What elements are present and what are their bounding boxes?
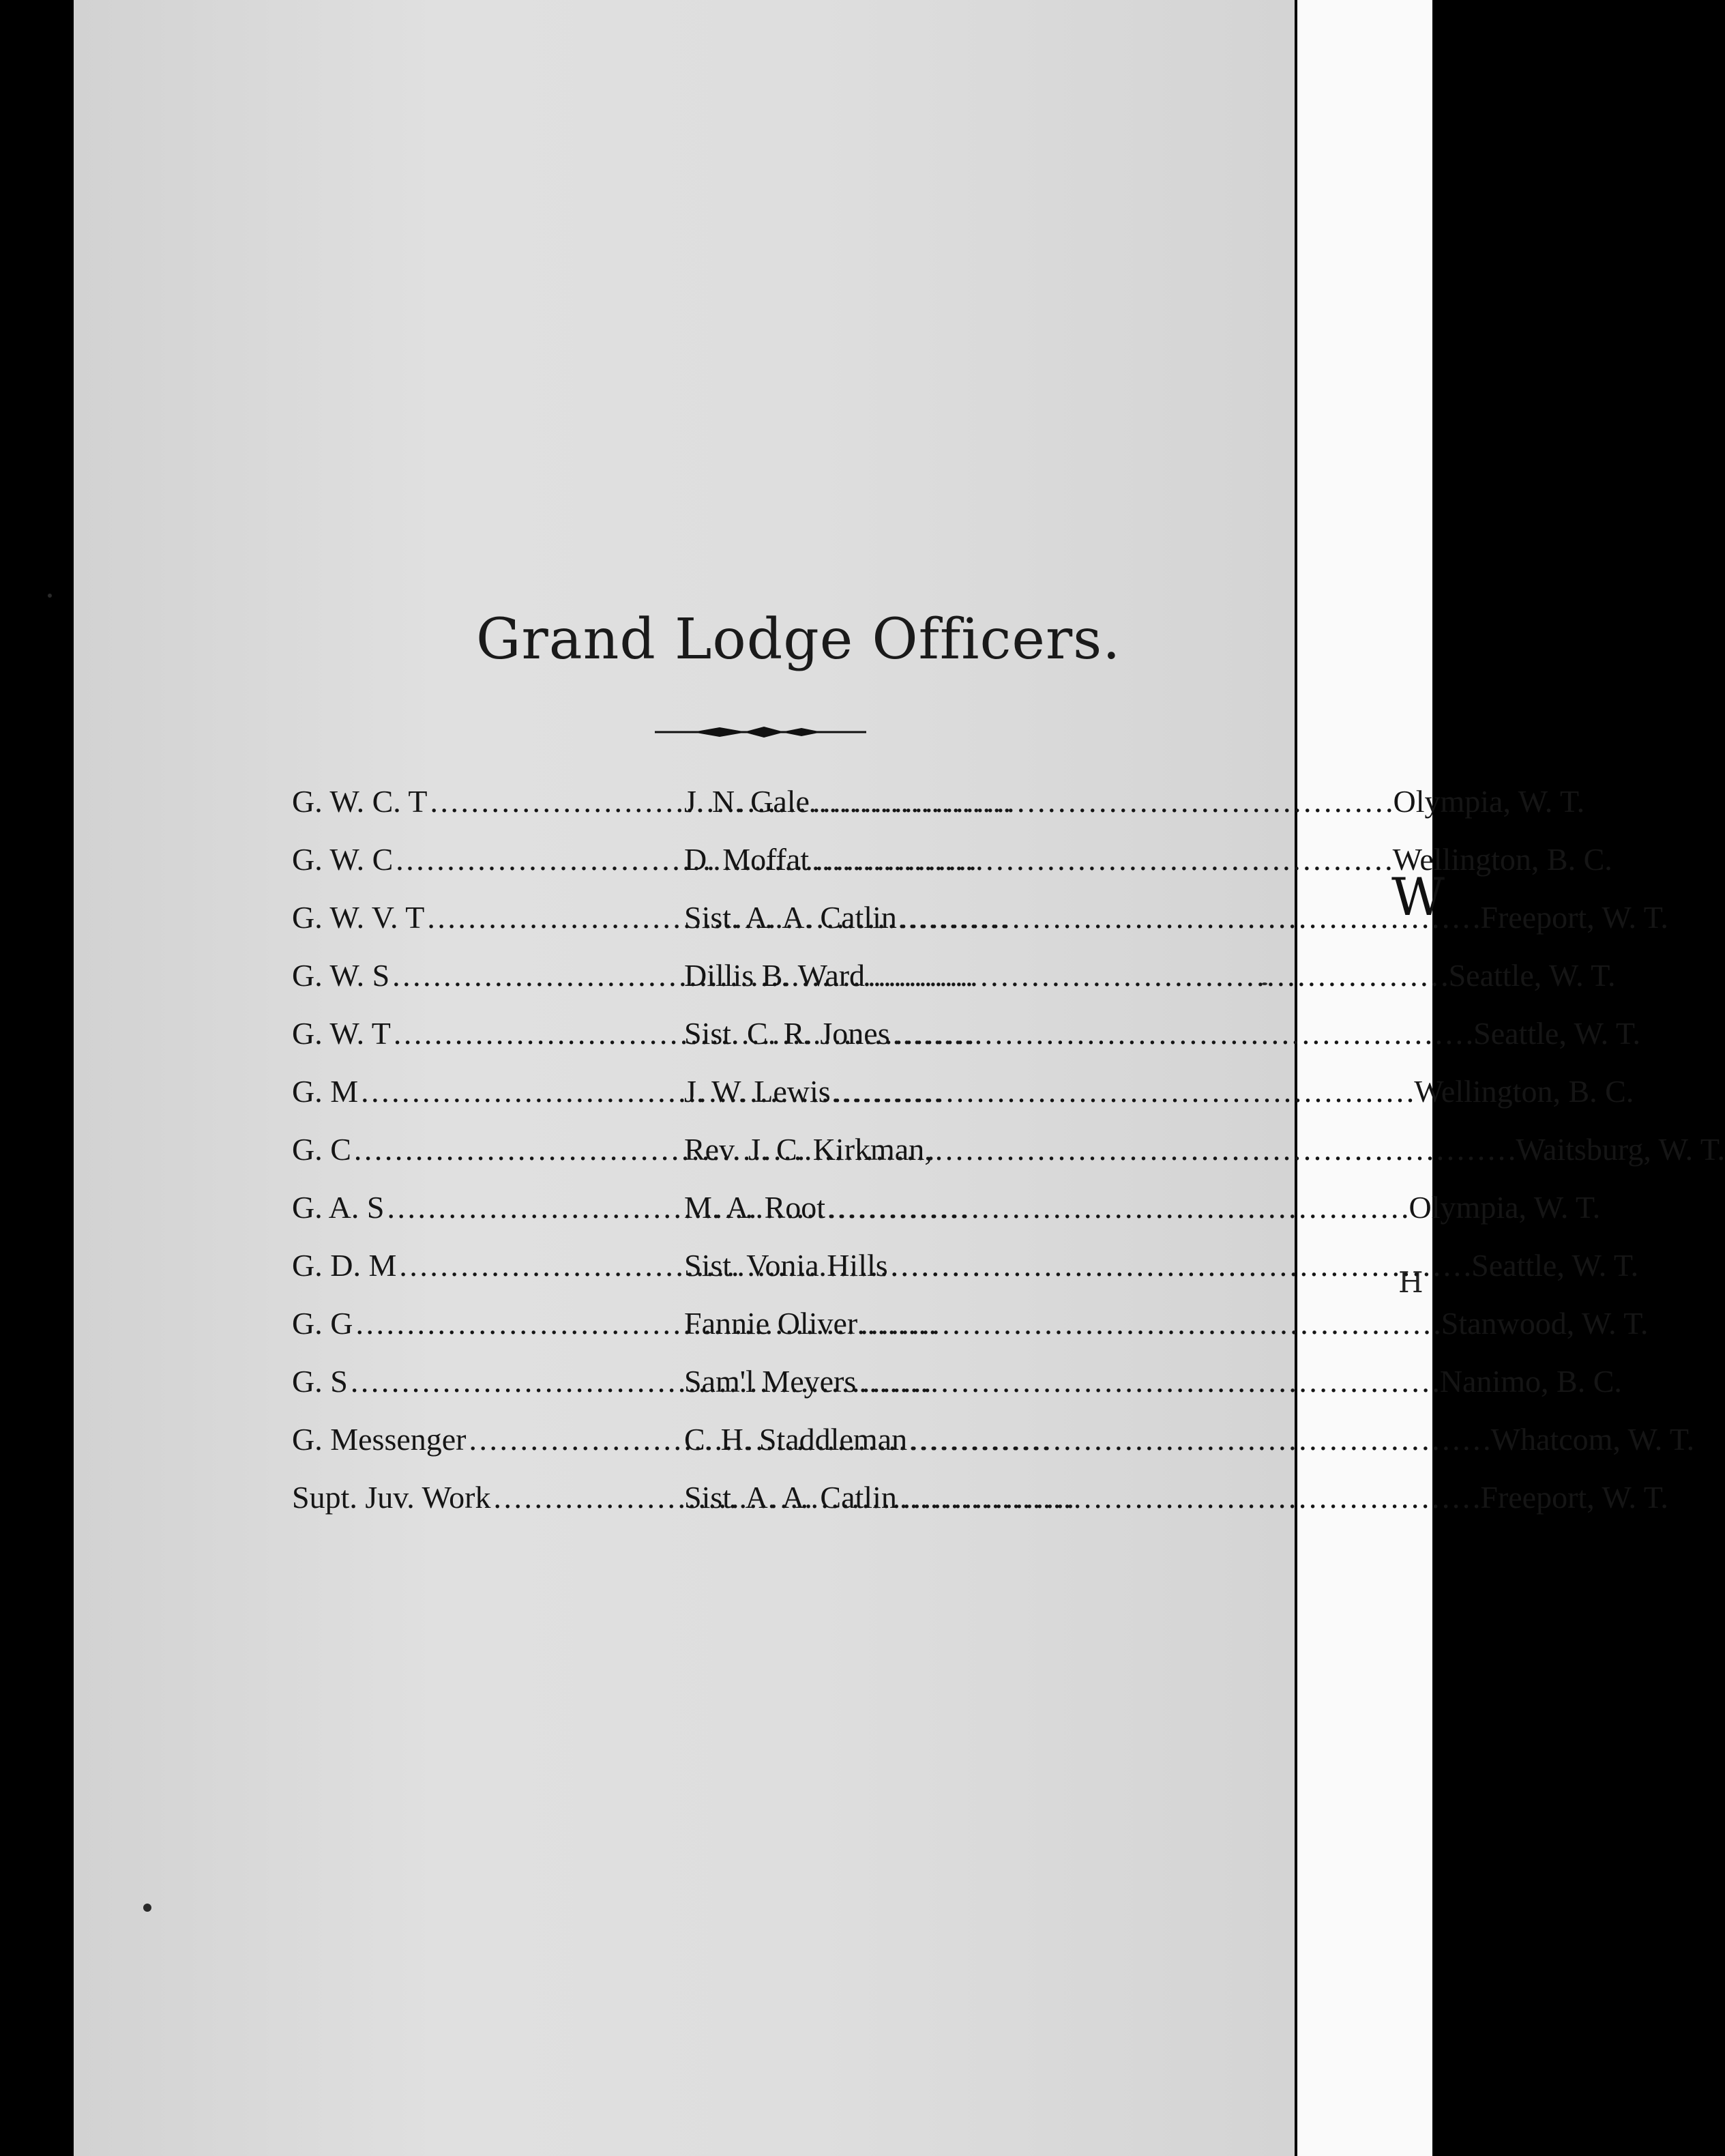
officer-office-cell xyxy=(292,1189,684,1225)
officer-place: Seattle, W. T. xyxy=(1471,1248,1639,1283)
officer-office-cell xyxy=(292,1015,684,1051)
officer-place: Freeport, W. T. xyxy=(1480,1480,1668,1515)
officer-row xyxy=(292,1247,1639,1305)
leader-dots xyxy=(860,1305,1439,1341)
officer-name: Dillis B. Ward xyxy=(684,958,866,993)
officer-name: Rev. J. C. Kirkman, xyxy=(684,1132,932,1167)
officer-name-cell xyxy=(684,1247,1638,1283)
officer-row xyxy=(292,1305,1649,1363)
leader-dots xyxy=(859,1363,1437,1399)
facing-page-fragment-top: W xyxy=(1391,866,1445,927)
officer-office: G. S xyxy=(292,1364,348,1399)
officer-office-cell xyxy=(292,957,684,993)
officer-office: G. D. M xyxy=(292,1248,397,1283)
leader-dots xyxy=(812,841,1390,877)
officer-row xyxy=(292,783,1585,841)
officer-name-cell xyxy=(684,1479,1668,1515)
officer-office: G. Messenger xyxy=(292,1422,467,1457)
officer-name: J. N. Gale xyxy=(684,784,810,819)
officer-place: Olympia, W. T. xyxy=(1393,784,1585,819)
officer-office-cell xyxy=(292,1305,684,1341)
officer-office: G. M xyxy=(292,1074,359,1109)
leader-dots xyxy=(935,1131,1514,1167)
officer-office-cell xyxy=(292,899,684,935)
leader-dots xyxy=(900,1479,1478,1515)
officer-row xyxy=(292,1189,1601,1247)
officer-place: Waitsburg, W. T. xyxy=(1516,1132,1725,1167)
officer-office-cell xyxy=(292,1131,684,1167)
leader-dots xyxy=(828,1189,1406,1225)
officer-name: Sist. A. A. Catlin xyxy=(684,1480,897,1515)
leader-dots xyxy=(910,1421,1488,1457)
ink-speck xyxy=(48,594,52,598)
officer-office: G. W. C xyxy=(292,842,394,877)
officer-name-cell xyxy=(684,1131,1725,1167)
leader-dots xyxy=(834,1073,1412,1109)
officer-place: Whatcom, W. T. xyxy=(1490,1422,1695,1457)
officer-name-cell xyxy=(684,1363,1622,1399)
officer-row xyxy=(292,957,1616,1015)
officer-row xyxy=(292,1479,1668,1537)
officer-name-cell xyxy=(684,1189,1600,1225)
officer-name: C. H. Staddleman xyxy=(684,1422,908,1457)
officer-place: Seattle, W. T. xyxy=(1448,958,1616,993)
officer-place: Seattle, W. T. xyxy=(1473,1016,1641,1051)
officer-name-cell xyxy=(684,1305,1648,1341)
officer-office: Supt. Juv. Work xyxy=(292,1480,491,1515)
officer-office-cell xyxy=(292,1479,684,1515)
officer-name-cell xyxy=(684,783,1584,819)
officer-office-cell xyxy=(292,1421,684,1457)
officer-name: Fannie Oliver xyxy=(684,1306,858,1341)
officer-name: J. W. Lewis xyxy=(684,1074,831,1109)
officer-office-cell xyxy=(292,1363,684,1399)
officer-name-cell xyxy=(684,1421,1694,1457)
officer-name: Sist. Vonia Hills xyxy=(684,1248,888,1283)
officer-name-cell xyxy=(684,841,1612,877)
officer-office: G. W. C. T xyxy=(292,784,428,819)
officer-place: Nanimo, B. C. xyxy=(1439,1364,1622,1399)
officer-place: Freeport, W. T. xyxy=(1480,900,1668,935)
officer-name-cell xyxy=(684,957,1615,993)
officer-row xyxy=(292,841,1612,899)
officer-place: Wellington, B. C. xyxy=(1392,842,1612,877)
leader-dots xyxy=(868,957,1446,993)
officer-row xyxy=(292,1421,1695,1479)
officer-office: G. W. V. T xyxy=(292,900,425,935)
officer-office: G. W. S xyxy=(292,958,390,993)
officer-row xyxy=(292,899,1668,957)
ink-speck xyxy=(1262,982,1267,985)
leader-dots xyxy=(893,1015,1471,1051)
officer-office: G. G xyxy=(292,1306,353,1341)
officer-office-cell xyxy=(292,841,684,877)
officer-name: D. Moffat xyxy=(684,842,810,877)
officer-row xyxy=(292,1073,1634,1131)
officer-row xyxy=(292,1015,1641,1073)
officers-list xyxy=(292,783,1725,1537)
officer-name: M. A. Root xyxy=(684,1190,826,1225)
page-title: Grand Lodge Officers. xyxy=(476,607,1121,672)
officer-office-cell xyxy=(292,783,684,819)
leader-dots xyxy=(812,783,1391,819)
officer-name: Sam'l Meyers xyxy=(684,1364,857,1399)
officer-row xyxy=(292,1131,1725,1189)
officer-office-cell xyxy=(292,1247,684,1283)
officer-name-cell xyxy=(684,899,1668,935)
officer-name-cell xyxy=(684,1073,1634,1109)
officer-office: G. W. T xyxy=(292,1016,391,1051)
officer-office: G. C xyxy=(292,1132,351,1167)
ink-speck xyxy=(143,1904,151,1912)
officer-name: Sist. A. A. Catlin xyxy=(684,900,897,935)
officer-place: Stanwood, W. T. xyxy=(1441,1306,1649,1341)
leader-dots xyxy=(891,1247,1469,1283)
divider-ornament-icon xyxy=(655,722,866,742)
officer-office: G. A. S xyxy=(292,1190,385,1225)
officer-name: Sist. C. R. Jones xyxy=(684,1016,890,1051)
officer-place: Wellington, B. C. xyxy=(1414,1074,1634,1109)
officer-place: Olympia, W. T. xyxy=(1409,1190,1601,1225)
officer-office-cell xyxy=(292,1073,684,1109)
officer-name-cell xyxy=(684,1015,1640,1051)
officer-row xyxy=(292,1363,1622,1421)
leader-dots xyxy=(900,899,1478,935)
facing-page-fragment-bottom: H xyxy=(1398,1266,1424,1299)
